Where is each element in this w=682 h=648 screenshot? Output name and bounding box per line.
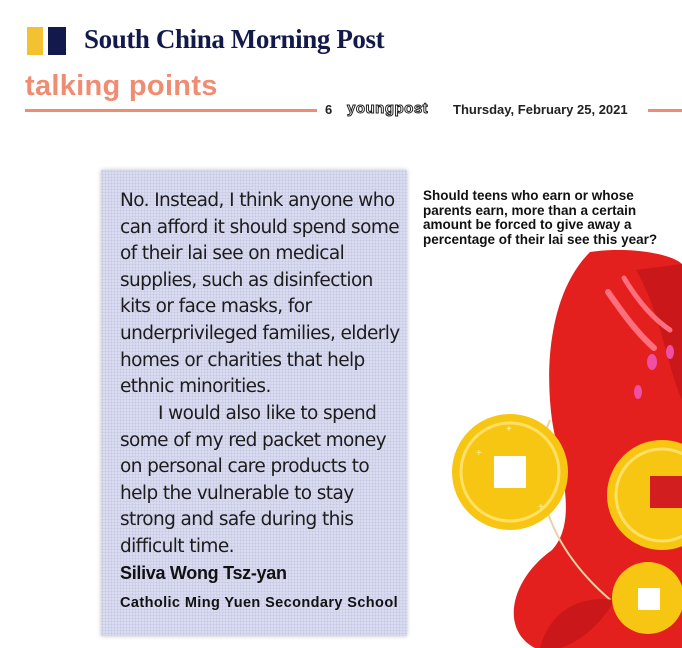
issue-date: Thursday, February 25, 2021 bbox=[453, 102, 628, 117]
answer-paragraph-2: I would also like to spend some of my red packet money on personal care products to help the vulnerable to stay strong and safe during this difficult time. bbox=[120, 403, 387, 557]
school-name: Catholic Ming Yuen Secondary School bbox=[120, 595, 399, 611]
youngpost-brand: youngpost bbox=[347, 100, 429, 117]
header-rule-left bbox=[25, 109, 317, 112]
logo-navy-block bbox=[48, 27, 66, 55]
coin-sparkle: + bbox=[476, 448, 482, 459]
pink-petal bbox=[666, 345, 674, 359]
section-title: talking points bbox=[25, 70, 218, 102]
coin-square-hole bbox=[638, 588, 660, 610]
pink-petal bbox=[634, 385, 642, 399]
header-rule-right bbox=[648, 109, 682, 112]
page-number: 6 bbox=[325, 102, 333, 117]
logo-yellow-block bbox=[27, 27, 43, 55]
author-name: Siliva Wong Tsz-yan bbox=[120, 563, 287, 583]
pink-petal bbox=[647, 354, 657, 370]
coin-square-hole bbox=[494, 456, 526, 488]
coin-sparkle: + bbox=[506, 424, 512, 435]
coin-sparkle: + bbox=[538, 502, 544, 513]
masthead-title: South China Morning Post bbox=[84, 24, 385, 54]
coin-square-hole bbox=[650, 476, 682, 508]
question-text: Should teens who earn or whose parents earn, more than a certain amount be forced to give away a percentage of their lai see this year? bbox=[423, 188, 658, 247]
answer-paragraph-1: No. Instead, I think anyone who can afford it should spend some of their lai see on medical supplies, such as disinfection kits or face masks, for underprivileged families, elderly homes or charities that help ethnic minorities. bbox=[120, 190, 400, 398]
red-packet-illustration bbox=[440, 250, 682, 648]
